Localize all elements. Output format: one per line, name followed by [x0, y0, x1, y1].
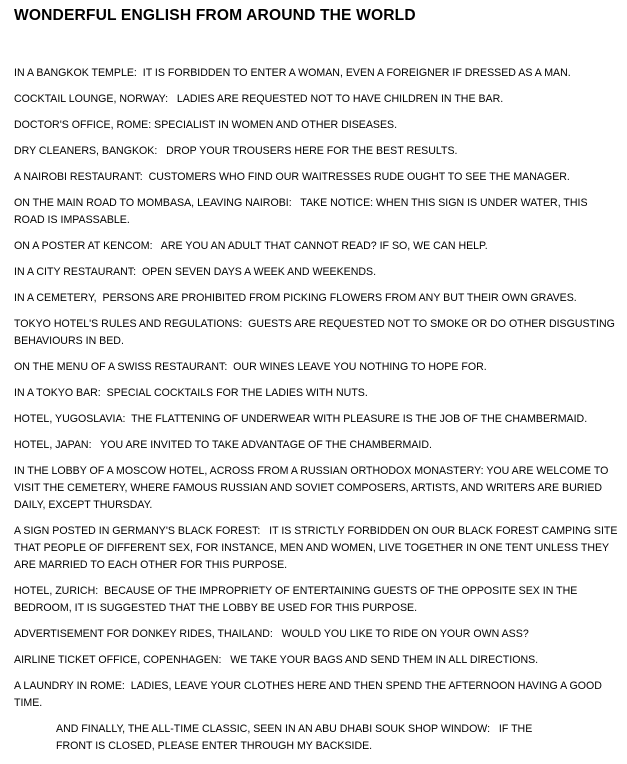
quote-text: THE FLATTENING OF UNDERWEAR WITH PLEASURE IS THE JOB OF THE CHAMBERMAID.	[131, 413, 588, 425]
quote-item	[14, 169, 619, 186]
quote-item	[14, 316, 619, 350]
quote-text: WE TAKE YOUR BAGS AND SEND THEM IN ALL DIRECTIONS.	[230, 654, 539, 666]
quote-item	[14, 238, 619, 255]
quote-text: YOU ARE INVITED TO TAKE ADVANTAGE OF THE CHAMBERMAID.	[100, 439, 432, 451]
quote-location: ON THE MENU OF A SWISS RESTAURANT:	[14, 361, 234, 373]
quote-text: DROP YOUR TROUSERS HERE FOR THE BEST RESULTS.	[166, 145, 458, 157]
quote-location: HOTEL, YUGOSLAVIA:	[14, 413, 132, 425]
quote-text: IT IS STRICTLY FORBIDDEN ON OUR BLACK FOREST CAMPING SITE THAT PEOPLE OF DIFFERENT SEX, FOR INSTANCE, MEN AND WOMEN, LIVE TOGETHER IN ONE TENT UNLESS THEY ARE MARRIED TO EACH OTHER FOR THIS PURPOSE.	[14, 525, 618, 571]
quote-item	[14, 583, 619, 617]
quote-item	[14, 411, 619, 428]
quote-item	[14, 290, 619, 307]
quote-list	[14, 65, 619, 764]
quote-text: IF THE FRONT IS CLOSED, PLEASE ENTER THROUGH MY BACKSIDE.	[56, 723, 533, 752]
quote-text: IT IS FORBIDDEN TO ENTER A WOMAN, EVEN A FOREIGNER IF DRESSED AS A MAN.	[142, 67, 571, 79]
quote-location: TOKYO HOTEL'S RULES AND REGULATIONS:	[14, 318, 249, 330]
quote-location: AIRLINE TICKET OFFICE, COPENHAGEN:	[14, 654, 231, 666]
quote-text: SPECIALIST IN WOMEN AND OTHER DISEASES.	[154, 119, 398, 131]
quote-item	[14, 195, 619, 229]
quote-location: HOTEL, ZURICH:	[14, 585, 105, 597]
quote-text: PERSONS ARE PROHIBITED FROM PICKING FLOWERS FROM ANY BUT THEIR OWN GRAVES.	[102, 292, 577, 304]
quote-text: LADIES ARE REQUESTED NOT TO HAVE CHILDREN IN THE BAR.	[176, 93, 504, 105]
final-quote-item	[56, 721, 571, 755]
quote-text: YOU ARE WELCOME TO VISIT THE CEMETERY, WHERE FAMOUS RUSSIAN AND SOVIET COMPOSERS, ARTISTS, AND WRITERS ARE BURIED DAILY, EXCEPT THURSDAY.	[14, 465, 609, 511]
quote-item	[14, 117, 619, 134]
quote-location: IN A BANGKOK TEMPLE:	[14, 67, 143, 79]
quote-item	[14, 385, 619, 402]
quote-location: IN A CEMETERY,	[14, 292, 103, 304]
quote-text: WOULD YOU LIKE TO RIDE ON YOUR OWN ASS?	[281, 628, 529, 640]
quote-item	[14, 652, 619, 669]
quote-item	[14, 523, 619, 574]
quote-text: LADIES, LEAVE YOUR CLOTHES HERE AND THEN SPEND THE AFTERNOON HAVING A GOOD TIME.	[14, 680, 602, 709]
quote-location: ON A POSTER AT KENCOM:	[14, 240, 161, 252]
quote-item	[14, 91, 619, 108]
quote-location: A LAUNDRY IN ROME:	[14, 680, 131, 692]
quote-location: ON THE MAIN ROAD TO MOMBASA, LEAVING NAIROBI:	[14, 197, 301, 209]
quote-location: IN A CITY RESTAURANT:	[14, 266, 142, 278]
quote-location: DRY CLEANERS, BANGKOK:	[14, 145, 167, 157]
quote-location: HOTEL, JAPAN:	[14, 439, 101, 451]
quote-location: A NAIROBI RESTAURANT:	[14, 171, 149, 183]
quote-location: AND FINALLY, THE ALL-TIME CLASSIC, SEEN IN AN ABU DHABI SOUK SHOP WINDOW:	[56, 723, 499, 735]
quote-text: BECAUSE OF THE IMPROPRIETY OF ENTERTAINING GUESTS OF THE OPPOSITE SEX IN THE BEDROOM, IT IS SUGGESTED THAT THE LOBBY BE USED FOR THIS PURPOSE.	[14, 585, 578, 614]
quote-item	[14, 264, 619, 281]
quote-item	[14, 65, 619, 82]
quote-text: TAKE NOTICE: WHEN THIS SIGN IS UNDER WATER, THIS ROAD IS IMPASSABLE.	[14, 197, 588, 226]
quote-text: OUR WINES LEAVE YOU NOTHING TO HOPE FOR.	[233, 361, 487, 373]
quote-location: A SIGN POSTED IN GERMANY'S BLACK FOREST:	[14, 525, 270, 537]
quote-location: DOCTOR'S OFFICE, ROME:	[14, 119, 155, 131]
quote-location: IN THE LOBBY OF A MOSCOW HOTEL, ACROSS FROM A RUSSIAN ORTHODOX MONASTERY:	[14, 465, 487, 477]
quote-location: COCKTAIL LOUNGE, NORWAY:	[14, 93, 177, 105]
quote-text: CUSTOMERS WHO FIND OUR WAITRESSES RUDE OUGHT TO SEE THE MANAGER.	[148, 171, 570, 183]
quote-item	[14, 359, 619, 376]
quote-text: OPEN SEVEN DAYS A WEEK AND WEEKENDS.	[141, 266, 377, 278]
quote-item	[14, 626, 619, 643]
quote-location: IN A TOKYO BAR:	[14, 387, 107, 399]
page-title: WONDERFUL ENGLISH FROM AROUND THE WORLD	[14, 7, 416, 24]
quote-item	[14, 678, 619, 712]
quote-location: ADVERTISEMENT FOR DONKEY RIDES, THAILAND:	[14, 628, 282, 640]
quote-text: SPECIAL COCKTAILS FOR THE LADIES WITH NUTS.	[106, 387, 368, 399]
quote-item	[14, 463, 619, 514]
quote-text: ARE YOU AN ADULT THAT CANNOT READ? IF SO, WE CAN HELP.	[160, 240, 488, 252]
quote-text: GUESTS ARE REQUESTED NOT TO SMOKE OR DO OTHER DISGUSTING BEHAVIOURS IN BED.	[14, 318, 615, 347]
quote-item	[14, 143, 619, 160]
quote-item	[14, 437, 619, 454]
